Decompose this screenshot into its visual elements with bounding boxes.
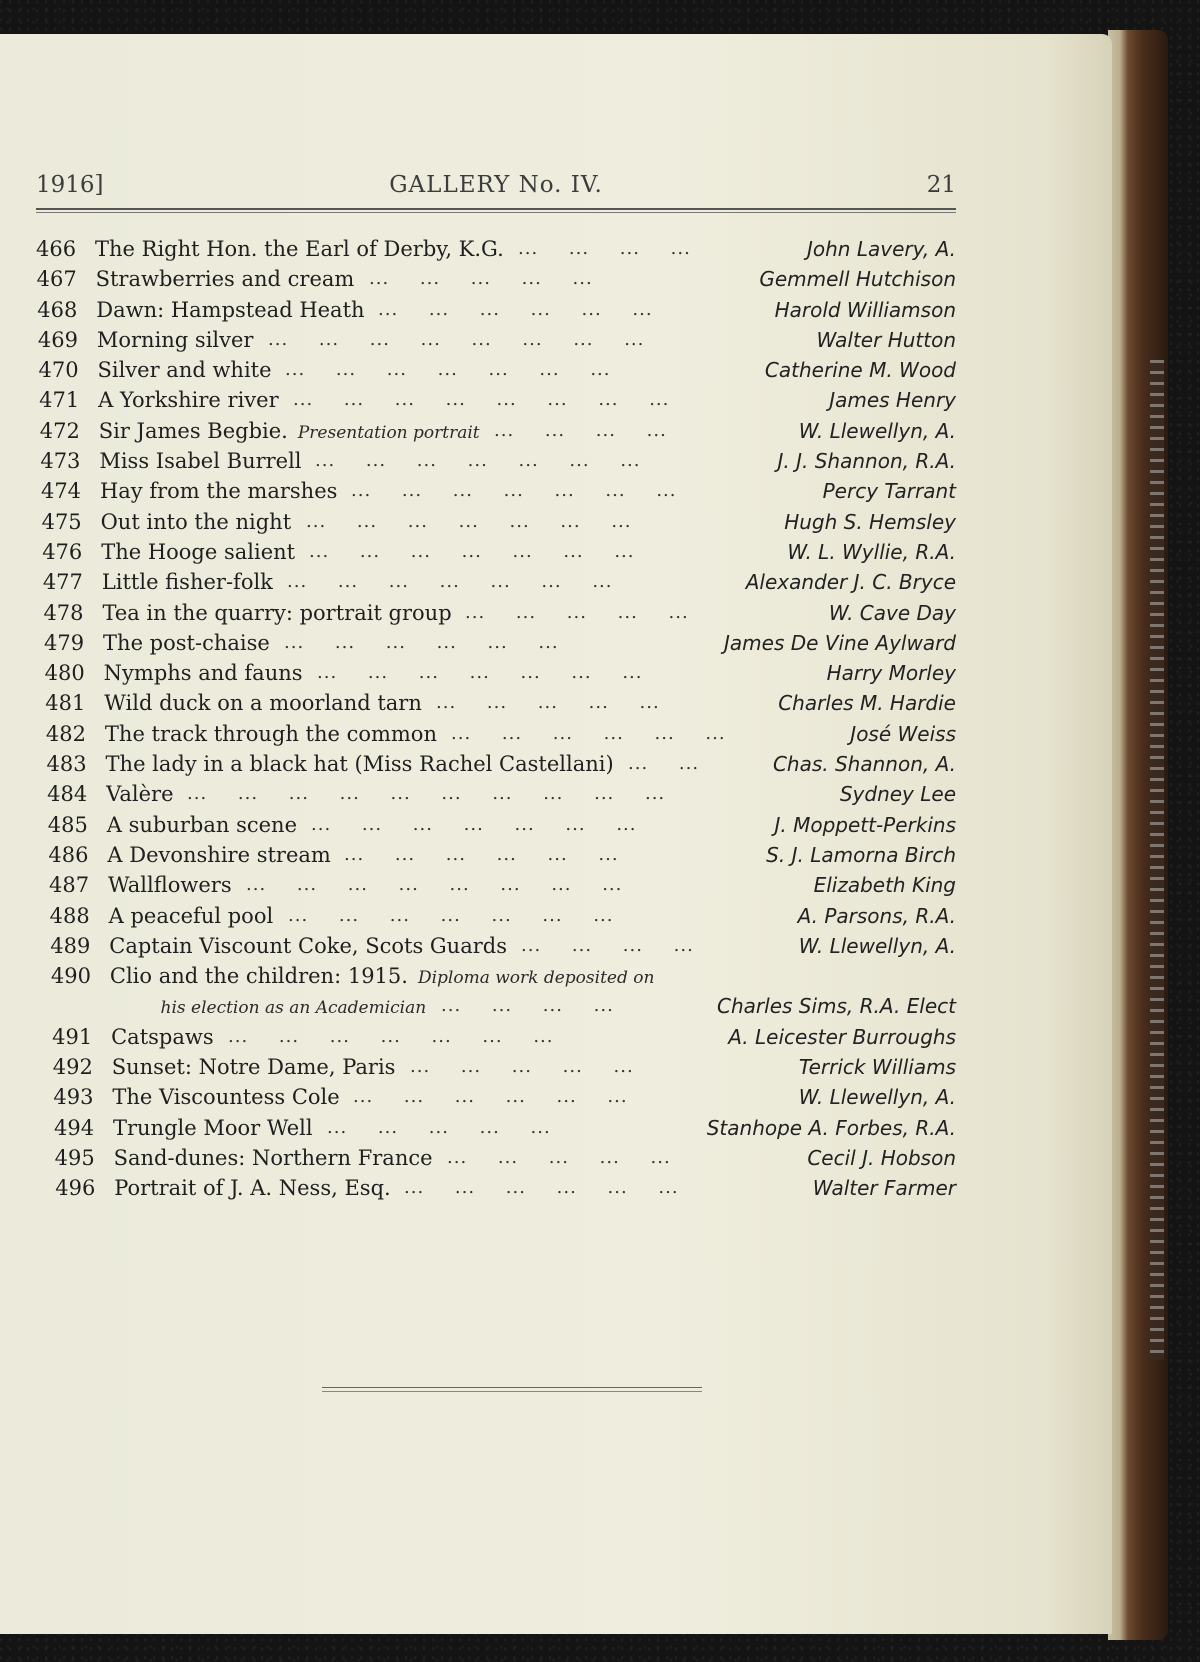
entry-title-wrap xyxy=(114,1143,433,1173)
entry-row xyxy=(0,1113,1112,1143)
entry-artist: W. Llewellyn, A. xyxy=(798,933,956,958)
page-header xyxy=(36,172,956,206)
entry-number: 469 xyxy=(37,327,78,352)
leader-dots: ... ... ... ... ... ... ... xyxy=(306,510,632,532)
leader-dots: ... ... ... ... xyxy=(518,238,691,259)
entry-artist: James Henry xyxy=(829,388,956,413)
entry-number: 494 xyxy=(53,1115,95,1140)
entry-title: The Right Hon. the Earl of Derby, K.G. xyxy=(95,237,504,261)
end-rule xyxy=(322,1387,702,1388)
entry-title: Miss Isabel Burrell xyxy=(99,449,302,474)
entry-number: 472 xyxy=(39,418,80,443)
entry-row xyxy=(0,810,1112,840)
entry-number: 470 xyxy=(38,358,79,383)
entry-row xyxy=(0,234,1112,264)
entry-title-wrap xyxy=(98,385,279,415)
entry-title: Sir James Begbie. xyxy=(98,418,288,443)
entry-artist: S. J. Lamorna Birch xyxy=(766,842,956,867)
entry-title-wrap xyxy=(112,1052,396,1082)
leader-dots: ... ... ... ... ... xyxy=(369,268,593,290)
entry-number: 489 xyxy=(50,933,91,958)
entry-number: 480 xyxy=(44,661,85,686)
entry-row xyxy=(0,325,1112,355)
entry-row xyxy=(0,1143,1112,1173)
entry-artist: José Weiss xyxy=(850,721,956,746)
leader-dots: ... ... ... ... ... ... ... xyxy=(317,662,643,684)
entry-row xyxy=(0,719,1112,749)
entry-number: 477 xyxy=(42,570,83,595)
entry-title-wrap xyxy=(97,355,271,385)
entry-number: 484 xyxy=(47,782,88,807)
leader-dots: ... ... ... ... ... ... ... xyxy=(228,1025,554,1047)
entry-number: 478 xyxy=(43,600,84,625)
entry-number: 486 xyxy=(48,842,89,867)
entry-title-wrap xyxy=(161,991,427,1023)
entry-row xyxy=(0,1173,1112,1203)
header-page-number: 21 xyxy=(926,172,956,198)
entry-artist: Catherine M. Wood xyxy=(764,358,956,383)
entry-title: Little fisher-folk xyxy=(101,570,273,595)
entry-artist: J. Moppett-Perkins xyxy=(774,812,956,837)
entry-title: A Yorkshire river xyxy=(98,388,279,413)
entry-row xyxy=(0,598,1112,628)
entry-title-wrap xyxy=(114,1173,390,1203)
entry-row xyxy=(0,1082,1112,1112)
entry-artist: Harold Williamson xyxy=(774,297,956,322)
entry-row xyxy=(0,870,1112,900)
header-gallery-title: GALLERY No. IV. xyxy=(389,172,603,198)
entry-row xyxy=(0,537,1112,567)
entry-row xyxy=(0,476,1112,506)
leader-dots: ... ... ... ... ... ... xyxy=(353,1086,628,1108)
entry-artist: Walter Farmer xyxy=(812,1176,956,1201)
entry-title: Strawberries and cream xyxy=(95,267,355,292)
entry-title-wrap xyxy=(109,931,507,961)
leader-dots: ... ... ... ... ... ... ... xyxy=(351,480,677,502)
entry-artist: A. Leicester Burroughs xyxy=(728,1024,956,1049)
entry-title: Portrait of J. A. Ness, Esq. xyxy=(114,1176,391,1201)
leader-dots: ... ... ... ... ... xyxy=(447,1146,671,1168)
page-edge-marks xyxy=(1150,360,1164,1360)
leader-dots: ... ... ... ... ... ... xyxy=(404,1177,679,1199)
entry-title-wrap xyxy=(96,295,364,325)
entry-number: 468 xyxy=(37,297,78,322)
entry-artist: Sydney Lee xyxy=(839,782,956,807)
leader-dots: ... ... ... ... ... ... ... xyxy=(287,571,613,593)
entry-artist: Cecil J. Hobson xyxy=(807,1145,956,1170)
entry-number: 491 xyxy=(52,1024,93,1049)
entry-title: A suburban scene xyxy=(106,812,297,837)
entry-number: 493 xyxy=(53,1085,94,1110)
entry-title: Wallflowers xyxy=(108,873,232,898)
entry-title-wrap xyxy=(110,961,655,993)
entry-title-wrap xyxy=(107,840,330,870)
entry-title-wrap xyxy=(95,234,504,264)
entry-artist: J. J. Shannon, R.A. xyxy=(777,449,956,474)
entry-title-wrap xyxy=(112,1082,339,1112)
leader-dots: ... ... ... ... ... ... xyxy=(284,631,559,653)
entry-number: 476 xyxy=(42,539,83,564)
entry-number: 467 xyxy=(36,267,77,292)
entry-artist: Walter Hutton xyxy=(816,327,956,352)
entry-title-wrap xyxy=(105,719,437,749)
entry-row xyxy=(0,416,1112,446)
entry-row xyxy=(0,507,1112,537)
leader-dots: ... ... ... ... ... ... ... xyxy=(309,540,635,562)
entry-title-wrap xyxy=(99,446,301,476)
entry-number: 475 xyxy=(41,509,82,534)
entry-artist: Alexander J. C. Bryce xyxy=(745,570,956,595)
entry-row xyxy=(0,264,1112,294)
entry-number: 479 xyxy=(44,630,85,655)
entry-row xyxy=(0,688,1112,718)
entry-title: Tea in the quarry: portrait group xyxy=(102,600,452,625)
entry-artist: W. Llewellyn, A. xyxy=(798,418,956,443)
leader-dots: ... ... ... ... ... xyxy=(465,601,689,623)
entry-artist: John Lavery, A. xyxy=(806,237,956,261)
entry-artist: Charles Sims, R.A. Elect xyxy=(717,994,956,1019)
entry-title: A Devonshire stream xyxy=(107,842,331,867)
entry-artist: Elizabeth King xyxy=(813,873,956,898)
entry-title: A peaceful pool xyxy=(108,903,274,928)
entry-row xyxy=(0,628,1112,658)
entry-title-wrap xyxy=(106,749,614,779)
entry-title-wrap xyxy=(103,628,270,658)
entry-title-wrap xyxy=(113,1113,313,1143)
entry-title-wrap xyxy=(107,810,297,840)
entry-number: 488 xyxy=(49,903,90,928)
entry-title-wrap xyxy=(101,507,292,537)
entry-title: Nymphs and fauns xyxy=(103,661,303,686)
leader-dots: ... ... ... ... ... ... ... ... ... ... xyxy=(187,783,666,805)
leader-dots: ... ... ... ... ... ... xyxy=(378,298,653,320)
header-rule-thin xyxy=(36,212,956,213)
entry-number: 485 xyxy=(47,812,88,837)
entry-number: 473 xyxy=(40,449,81,474)
entry-artist: W. Cave Day xyxy=(828,600,956,625)
entry-title-wrap xyxy=(109,901,274,931)
entry-artist: Stanhope A. Forbes, R.A. xyxy=(706,1115,956,1140)
entry-title: The Viscountess Cole xyxy=(112,1085,340,1110)
entry-artist: Charles M. Hardie xyxy=(778,691,956,716)
entry-row xyxy=(0,901,1112,931)
catalogue-entries xyxy=(0,234,1112,1204)
entry-title-wrap xyxy=(106,779,173,809)
entry-title: Silver and white xyxy=(97,358,272,383)
entry-number: 483 xyxy=(46,752,87,777)
entry-note: Diploma work deposited on xyxy=(417,968,655,989)
entry-title: Clio and the children: 1915. xyxy=(109,964,408,989)
entry-title: Catspaws xyxy=(111,1024,214,1049)
entry-title: Sand-dunes: Northern France xyxy=(113,1145,433,1170)
entry-artist: Harry Morley xyxy=(826,661,956,686)
entry-title: Out into the night xyxy=(100,509,292,534)
entry-number: 495 xyxy=(54,1145,95,1170)
leader-dots: ... ... ... ... ... xyxy=(327,1116,551,1138)
entry-title: Dawn: Hampstead Heath xyxy=(96,297,365,322)
catalogue-page xyxy=(0,34,1112,1634)
leader-dots: ... ... ... ... xyxy=(441,995,614,1017)
leader-dots: ... ... xyxy=(628,753,700,775)
entry-number: 490 xyxy=(50,964,91,989)
entry-row xyxy=(0,961,1112,991)
entry-row xyxy=(0,991,1112,1021)
header-rule xyxy=(36,208,956,210)
leader-dots: ... ... ... ... ... ... ... xyxy=(311,813,637,835)
entry-row xyxy=(0,295,1112,325)
leader-dots: ... ... ... ... ... ... xyxy=(451,722,726,744)
leader-dots: ... ... ... ... ... ... xyxy=(344,843,619,865)
entry-title-wrap xyxy=(101,537,295,567)
entry-title-wrap xyxy=(108,870,232,900)
entry-number: 487 xyxy=(49,873,90,898)
entry-number: 474 xyxy=(40,479,82,504)
entry-number: 466 xyxy=(36,237,77,261)
entry-row xyxy=(0,840,1112,870)
entry-title: The track through the common xyxy=(104,721,437,746)
entry-artist: James De Vine Aylward xyxy=(724,630,956,655)
entry-title: Sunset: Notre Dame, Paris xyxy=(111,1055,396,1080)
entry-title: Morning silver xyxy=(96,327,254,352)
leader-dots: ... ... ... ... ... ... ... ... xyxy=(246,874,623,896)
leader-dots: ... ... ... ... ... xyxy=(410,1056,634,1078)
entry-title-wrap xyxy=(111,1022,214,1052)
leader-dots: ... ... ... ... xyxy=(521,934,694,956)
header-year: 1916] xyxy=(36,172,104,198)
entry-artist: Gemmell Hutchison xyxy=(759,267,956,292)
entry-number: 496 xyxy=(55,1176,96,1201)
entry-title-wrap xyxy=(104,688,422,718)
entry-title: Wild duck on a moorland tarn xyxy=(104,691,422,716)
leader-dots: ... ... ... ... ... xyxy=(436,692,660,714)
entry-note: Presentation portrait xyxy=(297,422,480,443)
entry-title-wrap xyxy=(102,567,273,597)
entry-title: Captain Viscount Coke, Scots Guards xyxy=(109,933,507,958)
entry-row xyxy=(0,385,1112,415)
entry-row xyxy=(0,749,1112,779)
entry-title: Hay from the marshes xyxy=(99,479,338,504)
leader-dots: ... ... ... ... ... ... ... ... xyxy=(293,389,670,411)
entry-artist: Percy Tarrant xyxy=(822,479,956,504)
entry-artist: W. L. Wyllie, R.A. xyxy=(787,539,956,564)
entry-row xyxy=(0,931,1112,961)
entry-row xyxy=(0,355,1112,385)
entry-number: 492 xyxy=(52,1055,93,1080)
entry-title-wrap xyxy=(100,476,337,506)
leader-dots: ... ... ... ... ... ... ... xyxy=(315,450,641,472)
entry-artist: Terrick Williams xyxy=(798,1055,956,1080)
entry-title-wrap xyxy=(104,658,303,688)
entry-title: The Hooge salient xyxy=(101,539,296,564)
entry-title: The post-chaise xyxy=(103,630,270,655)
leader-dots: ... ... ... ... ... ... ... xyxy=(285,359,611,381)
entry-row xyxy=(0,779,1112,809)
entry-title: The lady in a black hat (Miss Rachel Castellani) xyxy=(105,752,614,777)
entry-title: Trungle Moor Well xyxy=(112,1115,313,1140)
entry-artist: Hugh S. Hemsley xyxy=(784,509,956,534)
entry-note: his election as an Academician xyxy=(160,998,427,1019)
leader-dots: ... ... ... ... xyxy=(494,419,667,441)
entry-title-wrap xyxy=(99,416,480,448)
leader-dots: ... ... ... ... ... ... ... ... xyxy=(268,328,645,350)
entry-row xyxy=(0,658,1112,688)
entry-artist: Chas. Shannon, A. xyxy=(772,752,956,777)
end-rule-thin xyxy=(322,1391,702,1392)
entry-artist: W. Llewellyn, A. xyxy=(798,1085,956,1110)
entry-row xyxy=(0,1052,1112,1082)
entry-row xyxy=(0,1022,1112,1052)
entry-artist: A. Parsons, R.A. xyxy=(797,903,956,928)
entry-title-wrap xyxy=(96,264,355,294)
leader-dots: ... ... ... ... ... ... ... xyxy=(288,904,614,926)
entry-title-wrap xyxy=(97,325,254,355)
entry-title: Valère xyxy=(106,782,174,807)
entry-number: 471 xyxy=(39,388,80,413)
entry-row xyxy=(0,446,1112,476)
entry-number: 481 xyxy=(45,691,86,716)
entry-row xyxy=(0,567,1112,597)
entry-title-wrap xyxy=(102,598,451,628)
entry-number: 482 xyxy=(45,721,86,746)
